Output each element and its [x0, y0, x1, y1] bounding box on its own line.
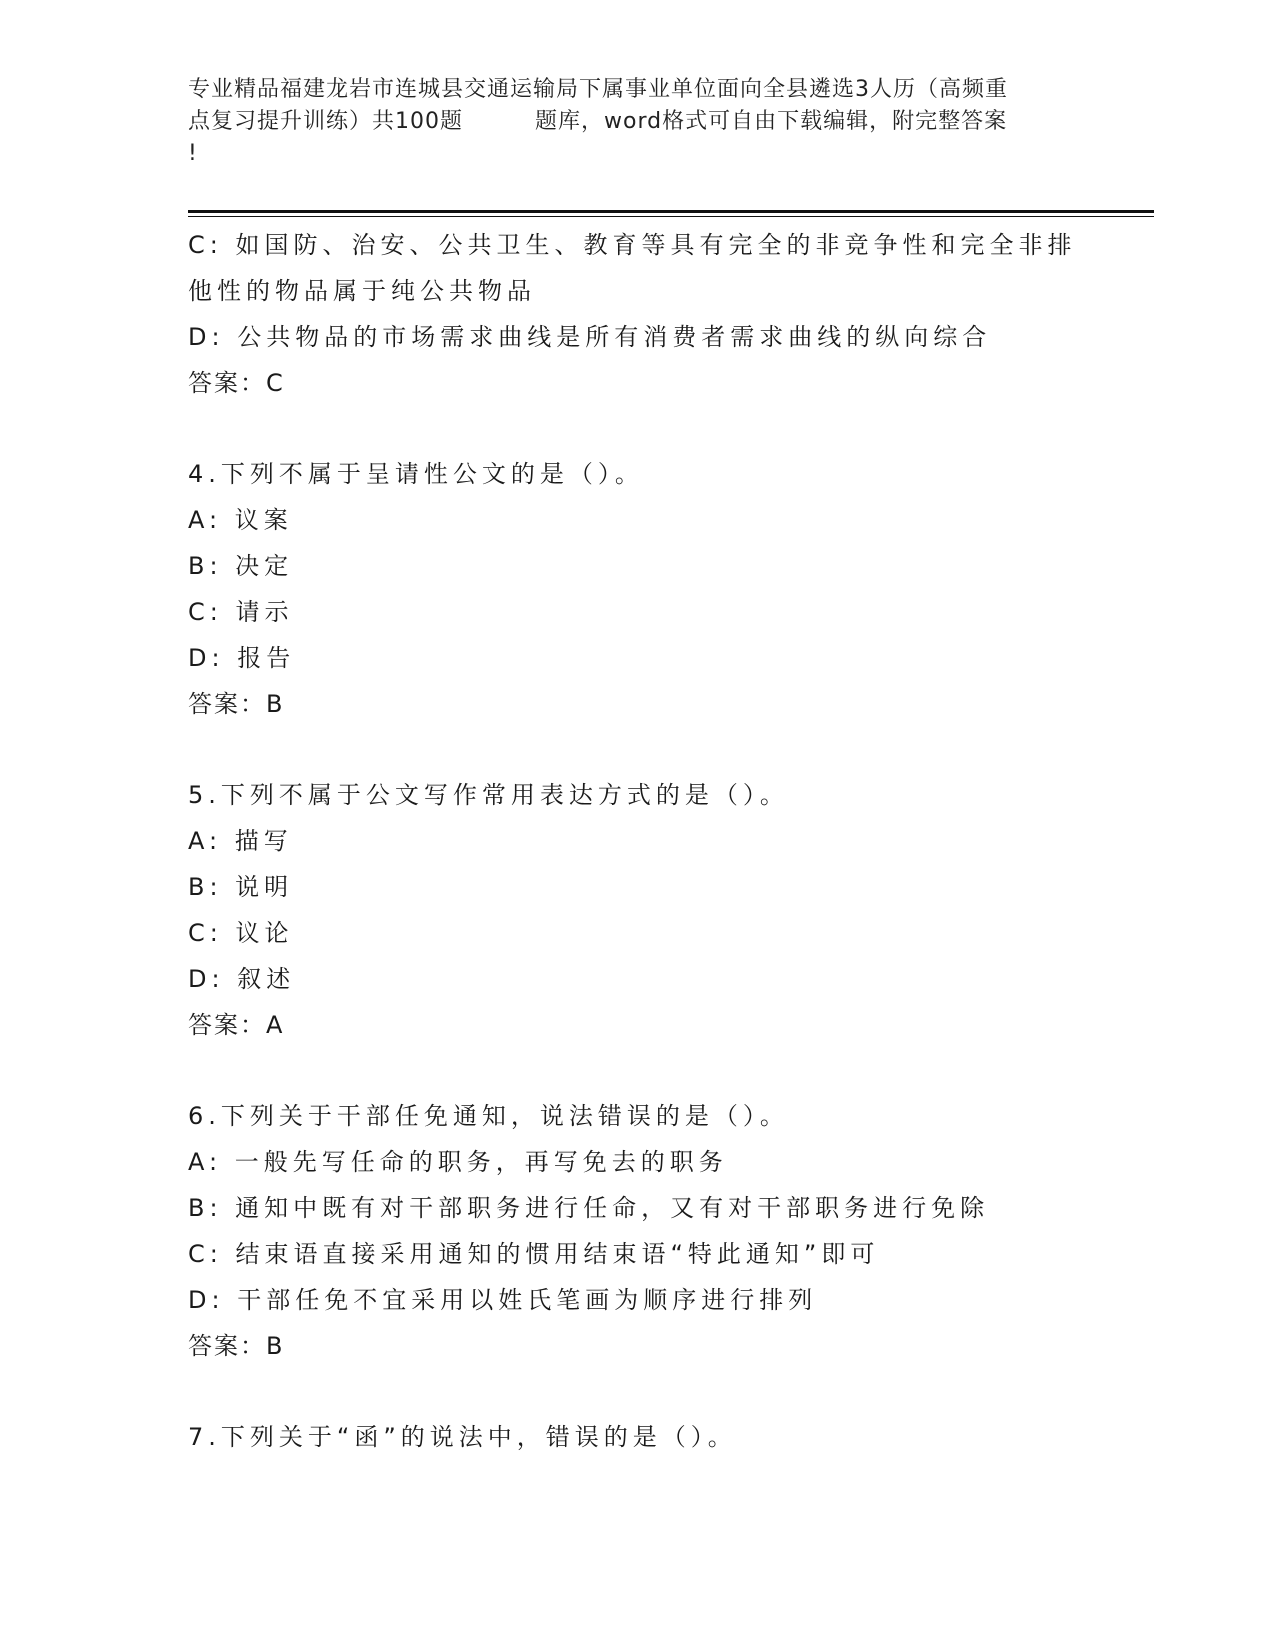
question-stem: 7.下列关于“函”的说法中，错误的是（）。: [188, 1423, 737, 1451]
question-stem: 6.下列关于干部任免通知，说法错误的是（）。: [188, 1102, 789, 1130]
document-header: [188, 74, 1088, 170]
header-line-2-part-1: 点复习提升训练）共100题: [188, 109, 463, 134]
header-line-2: [188, 106, 1088, 138]
option-a: A: 一般先写任命的职务，再写免去的职务: [188, 1148, 728, 1176]
question-stem: 5.下列不属于公文写作常用表达方式的是（）。: [188, 781, 789, 809]
option-c: C: 议论: [188, 919, 294, 947]
option-c-line-1: C: 如国防、治安、公共卫生、教育等具有完全的非竞争性和完全非排: [188, 231, 1077, 259]
header-rule-thin: [188, 216, 1154, 217]
answer: 答案：B: [188, 690, 285, 718]
question-list: [188, 222, 1148, 1460]
option-c: C: 请示: [188, 598, 294, 626]
question-stem: 4.下列不属于呈请性公文的是（）。: [188, 460, 644, 488]
option-a: A: 描写: [188, 827, 293, 855]
option-d: D: 叙述: [188, 965, 296, 993]
option-c-line-2: 他性的物品属于纯公共物品: [188, 277, 536, 305]
option-b: B: 决定: [188, 552, 294, 580]
header-line-2-part-2: 题库，word格式可自由下载编辑，附完整答案: [535, 109, 1008, 134]
answer: 答案：C: [188, 369, 285, 397]
header-rule-thick: [188, 210, 1154, 213]
option-d: D: 公共物品的市场需求曲线是所有消费者需求曲线的纵向综合: [188, 323, 992, 351]
header-line-3: !: [188, 141, 198, 166]
option-d: D: 干部任免不宜采用以姓氏笔画为顺序进行排列: [188, 1286, 818, 1314]
answer: 答案：B: [188, 1332, 285, 1360]
option-a: A: 议案: [188, 506, 293, 534]
option-b: B: 通知中既有对干部职务进行任命，又有对干部职务进行免除: [188, 1194, 990, 1222]
option-d: D: 报告: [188, 644, 296, 672]
answer: 答案：A: [188, 1011, 285, 1039]
option-c: C: 结束语直接采用通知的惯用结束语“特此通知”即可: [188, 1240, 880, 1268]
header-line-1: 专业精品福建龙岩市连城县交通运输局下属事业单位面向全县遴选3人历（高频重: [188, 77, 1008, 102]
option-b: B: 说明: [188, 873, 294, 901]
